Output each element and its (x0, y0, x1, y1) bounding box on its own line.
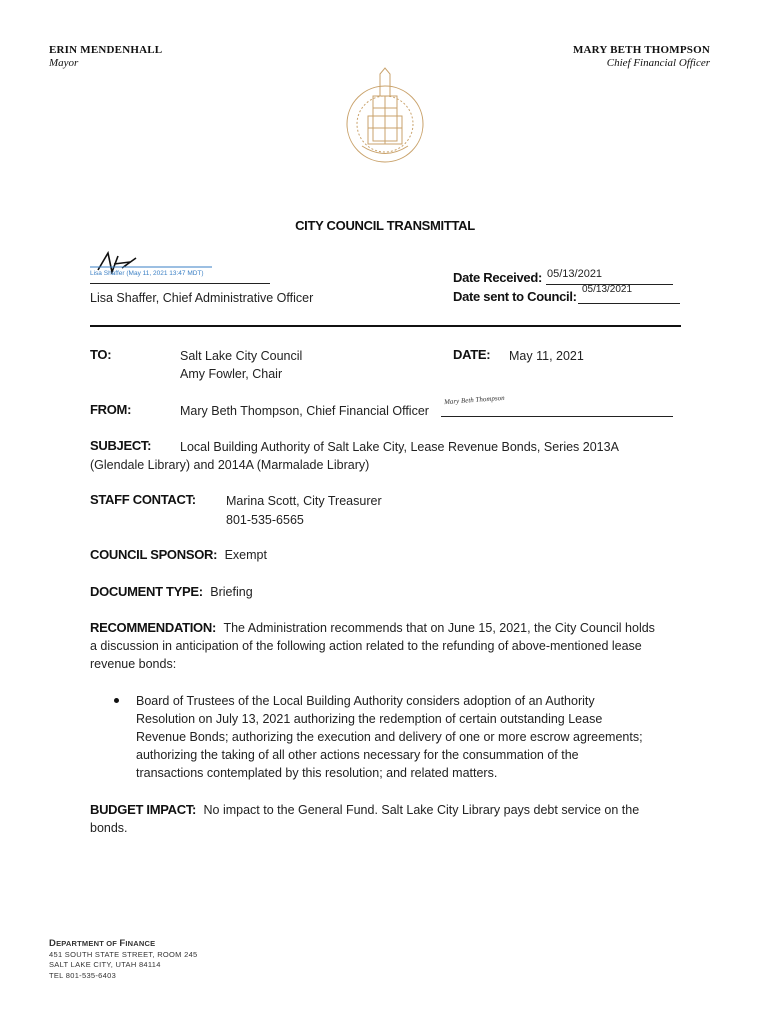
bullet-line1: Board of Trustees of the Local Building Authority considers adoption of an Authority (136, 694, 595, 708)
footer (49, 939, 198, 981)
bullet-line2: Resolution on July 13, 2021 authorizing the redemption of certain outstanding Lease (136, 712, 603, 726)
page-title: CITY COUNCIL TRANSMITTAL (295, 218, 475, 233)
signature-stamp: Lisa Shaffer (May 11, 2021 13:47 MDT) (90, 270, 204, 277)
budget-row (90, 801, 639, 819)
recommendation-line2: a discussion in anticipation of the following action related to the refunding of above-mentioned lease (90, 639, 642, 653)
city-seal-icon (340, 66, 430, 166)
sponsor-value: Exempt (224, 548, 267, 562)
from-label: FROM: (90, 402, 132, 417)
staff-name: Marina Scott, City Treasurer (226, 494, 382, 508)
doctype-value: Briefing (210, 585, 253, 599)
bullet-line3: Revenue Bonds; authorizing the execution and delivery of one or more escrow agreements; (136, 730, 643, 744)
budget-line2: bonds. (90, 821, 128, 835)
cfo-name: MARY BETH THOMPSON (572, 44, 710, 56)
bullet-line5: transactions contemplated by this resolution; and related matters. (136, 766, 498, 780)
mayor-name: ERIN MENDENHALL (49, 44, 163, 56)
mayor-title: Mayor (49, 57, 79, 69)
staff-phone: 801-535-6565 (226, 513, 304, 527)
signer-name: Lisa Shaffer, Chief Administrative Officer (90, 291, 314, 305)
footer-department: DEPARTMENT OF FINANCE (49, 938, 156, 949)
date-value: May 11, 2021 (509, 349, 584, 363)
recommendation-row (90, 619, 655, 637)
doctype-row (90, 583, 253, 601)
date-label: DATE: (453, 347, 491, 362)
date-received-label: Date Received: (453, 270, 543, 285)
date-sent-value: 05/13/2021 (582, 284, 633, 295)
to-line1: Salt Lake City Council (180, 349, 303, 363)
footer-address2: SALT LAKE CITY, UTAH 84114 (49, 960, 161, 969)
doctype-label: DOCUMENT TYPE: (90, 584, 203, 599)
recommendation-label: RECOMMENDATION: (90, 620, 216, 635)
cfo-title: Chief Financial Officer (606, 57, 710, 69)
from-signature-line (441, 416, 673, 417)
budget-label: BUDGET IMPACT: (90, 802, 197, 817)
sponsor-row (90, 546, 267, 564)
signature-line (90, 283, 270, 284)
to-label: TO: (90, 347, 112, 362)
to-line2: Amy Fowler, Chair (180, 367, 283, 381)
from-value: Mary Beth Thompson, Chief Financial Officer (180, 404, 429, 418)
budget-line1: No impact to the General Fund. Salt Lake City Library pays debt service on the (203, 803, 640, 817)
signature-scribble-icon (90, 250, 215, 272)
footer-address1: 451 SOUTH STATE STREET, ROOM 245 (49, 949, 198, 959)
date-received-value: 05/13/2021 (547, 268, 603, 280)
subject-line1: Local Building Authority of Salt Lake City, Lease Revenue Bonds, Series 2013A (180, 440, 619, 454)
staff-label: STAFF CONTACT: (90, 492, 196, 507)
subject-label: SUBJECT: (90, 438, 152, 453)
bullet-line4: authorizing the taking of all other actions necessary for the consummation of the (136, 748, 579, 762)
date-sent-label: Date sent to Council: (453, 289, 577, 304)
recommendation-line3: revenue bonds: (90, 657, 177, 671)
from-signature: Mary Beth Thompson (443, 393, 505, 407)
footer-tel: TEL 801-535-6403 (49, 970, 117, 980)
subject-line2: (Glendale Library) and 2014A (Marmalade Library) (90, 458, 370, 472)
date-sent-line (578, 303, 680, 304)
bullet-dot-icon (114, 698, 119, 703)
divider (90, 325, 681, 327)
recommendation-line1: The Administration recommends that on June 15, 2021, the City Council holds (223, 621, 655, 635)
sponsor-label: COUNCIL SPONSOR: (90, 547, 218, 562)
